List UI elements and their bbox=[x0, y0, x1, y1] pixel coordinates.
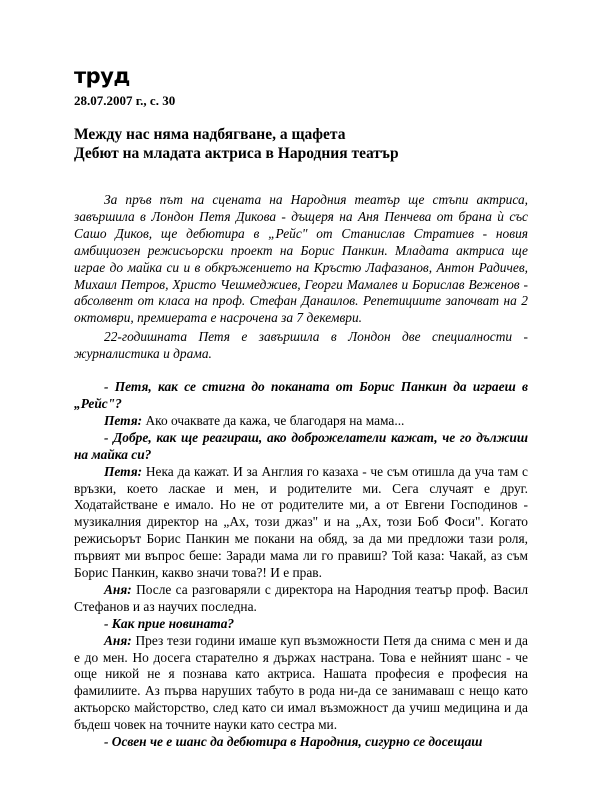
newspaper-logo: труд bbox=[74, 64, 130, 88]
interview-answer bbox=[74, 464, 528, 582]
speaker-label: Петя: bbox=[104, 463, 143, 479]
interview-question: - Добре, как ще реагираш, ако доброжелатели кажат, че го дължиш на майка си? bbox=[74, 429, 528, 462]
interview-question: - Как прие новината? bbox=[104, 615, 235, 631]
answer-text: През тези години имаше куп възможности Петя да снима с мен и да е до мен. Но досега старателно я държах настрана. Това е нейният шанс - че още никой не я познава като актриса. Нашата професия е професия на фамилиите. Аз първа наруших табуто в рода ни-да се занимаваш с нещо като актьорско майсторство, след като си имал възможност да учиш медицина и да бъдеш човек на точните науки като сестра ми. bbox=[74, 632, 528, 733]
speaker-label: Петя: bbox=[104, 412, 143, 428]
interview-answer bbox=[74, 633, 528, 734]
interview-question: - Освен че е шанс да дебютира в Народния, сигурно се досещаш bbox=[104, 734, 483, 750]
interview-question: - Петя, как се стигна до поканата от Борис Панкин да играеш в „Рейс"? bbox=[74, 379, 528, 411]
interview-answer bbox=[74, 413, 528, 430]
headline-subtitle: Дебют на младата актриса в Народния театър bbox=[74, 145, 399, 162]
lead-paragraph: 22-годишната Петя е завършила в Лондон две специалности - журналистика и драма. bbox=[74, 329, 528, 362]
speaker-label: Аня: bbox=[104, 581, 132, 597]
answer-text: Ако очаквате да кажа, че благодаря на мама... bbox=[145, 412, 405, 428]
speaker-label: Аня: bbox=[104, 632, 132, 648]
interview-answer bbox=[74, 582, 528, 616]
lead-paragraph: За пръв път на сцената на Народния театър ще стъпи актриса, завършила в Лондон Петя Дикова - дъщеря на Аня Пенчева от брана ѝ със Сашо Диков, ще дебютира в „Рейс" от Станислав Стратиев - новия амбициозен режисьорски проект на Борис Панкин. Младата актриса ще играе до майка си и в обкръжението на Кръстю Лафазанов, Антон Радичев, Михаил Петров, Христо Чешмеджиев, Георги Мамалев и Борислав Веженов - абсолвент от класа на проф. Стефан Данаилов. Репетициите започват на 2 октомври, премиерата е насрочена за 7 декември. bbox=[74, 192, 528, 326]
article-body bbox=[74, 192, 528, 751]
headline-title: Между нас няма надбягване, а щафета bbox=[74, 126, 346, 143]
headline bbox=[74, 125, 534, 163]
answer-text: Нека да кажат. И за Англия го казаха - че съм отишла да уча там с връзки, което ласкае и мен, и родителите ми. Сега случаят е друг. Ходатайстване е имало. Но не от родителите ми, а от Евгени Господинов - музикалния директор на „Ах, този джаз" и на „Ах, този Боб Фоси". Когато режисьорът Борис Панкин ме покани на обяд, за да ми предложи тази роля, първият ми въпрос беше: Заради мама ли го правиш? Той каза: Чакай, аз съм Борис Панкин, какво значи това?! И е прав. bbox=[74, 463, 528, 581]
answer-text: После са разговаряли с директора на Народния театър проф. Васил Стефанов и аз научих последна. bbox=[74, 581, 528, 614]
publication-date: 28.07.2007 г., с. 30 bbox=[74, 93, 176, 108]
